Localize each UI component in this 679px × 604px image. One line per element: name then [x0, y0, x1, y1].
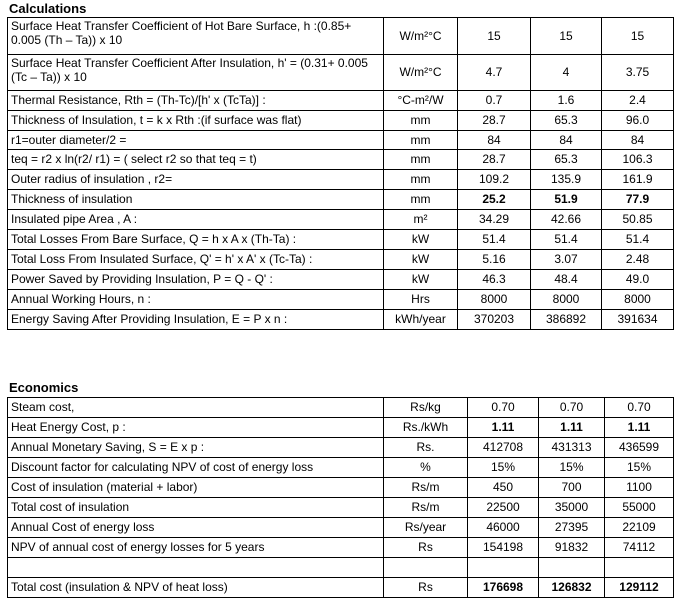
row-value-2: 51.9	[531, 190, 602, 210]
row-value-2: 8000	[531, 290, 602, 310]
row-value-3: 161.9	[602, 170, 674, 190]
row-unit: W/m²°C	[384, 55, 458, 91]
row-value-2: 4	[531, 55, 602, 91]
calc-row	[8, 170, 674, 190]
row-value-1: 34.29	[458, 210, 531, 230]
calc-row	[8, 270, 674, 290]
row-value-2: 15%	[539, 458, 605, 478]
row-label: Total Loss From Insulated Surface, Q' = h' x A' x (Tc-Ta) :	[8, 250, 384, 270]
row-unit	[384, 558, 468, 578]
econ-row	[8, 558, 674, 578]
row-label	[8, 558, 384, 578]
row-value-2: 1.11	[539, 418, 605, 438]
row-value-3: 74112	[605, 538, 674, 558]
row-label: r1=outer diameter/2 =	[8, 131, 384, 150]
row-value-1: 450	[468, 478, 539, 498]
row-value-2: 3.07	[531, 250, 602, 270]
row-unit: kW	[384, 230, 458, 250]
econ-row	[8, 518, 674, 538]
row-value-1: 370203	[458, 310, 531, 330]
row-value-3: 49.0	[602, 270, 674, 290]
calc-row	[8, 310, 674, 330]
row-value-1	[468, 558, 539, 578]
row-label: Steam cost,	[8, 398, 384, 418]
economics-table	[7, 397, 674, 598]
row-label: Heat Energy Cost, p :	[8, 418, 384, 438]
row-unit: Rs	[384, 578, 468, 598]
row-value-3: 50.85	[602, 210, 674, 230]
row-value-1: 412708	[468, 438, 539, 458]
row-value-3: 0.70	[605, 398, 674, 418]
row-unit: Hrs	[384, 290, 458, 310]
row-value-2: 35000	[539, 498, 605, 518]
row-value-3	[605, 558, 674, 578]
calculations-heading: Calculations	[9, 1, 87, 16]
row-label: Power Saved by Providing Insulation, P = Q - Q' :	[8, 270, 384, 290]
row-value-1: 176698	[468, 578, 539, 598]
econ-row	[8, 458, 674, 478]
row-unit: mm	[384, 111, 458, 131]
row-label: Surface Heat Transfer Coefficient of Hot Bare Surface, h :(0.85+ 0.005 (Th – Ta)) x 10	[8, 18, 384, 55]
row-value-3: 106.3	[602, 150, 674, 170]
row-value-1: 46000	[468, 518, 539, 538]
row-value-1: 154198	[468, 538, 539, 558]
row-value-1: 84	[458, 131, 531, 150]
economics-heading: Economics	[9, 380, 79, 395]
row-value-3: 15%	[605, 458, 674, 478]
row-value-2: 65.3	[531, 150, 602, 170]
row-value-2: 126832	[539, 578, 605, 598]
row-unit: Rs	[384, 538, 468, 558]
row-label: Outer radius of insulation , r2=	[8, 170, 384, 190]
row-value-1: 15%	[468, 458, 539, 478]
econ-row	[8, 398, 674, 418]
row-value-1: 0.7	[458, 91, 531, 111]
row-value-3: 2.48	[602, 250, 674, 270]
row-value-1: 109.2	[458, 170, 531, 190]
row-value-1: 28.7	[458, 150, 531, 170]
row-value-3: 22109	[605, 518, 674, 538]
row-unit: mm	[384, 190, 458, 210]
row-value-1: 22500	[468, 498, 539, 518]
row-value-2: 48.4	[531, 270, 602, 290]
row-label: Annual Monetary Saving, S = E x p :	[8, 438, 384, 458]
calc-row	[8, 91, 674, 111]
row-unit: mm	[384, 150, 458, 170]
econ-row	[8, 578, 674, 598]
calc-row	[8, 190, 674, 210]
row-unit: °C-m²/W	[384, 91, 458, 111]
calc-row	[8, 290, 674, 310]
row-value-1: 46.3	[458, 270, 531, 290]
row-unit: W/m²°C	[384, 18, 458, 55]
row-value-3: 1100	[605, 478, 674, 498]
row-value-2: 27395	[539, 518, 605, 538]
row-value-3: 1.11	[605, 418, 674, 438]
row-value-1: 4.7	[458, 55, 531, 91]
row-value-2: 51.4	[531, 230, 602, 250]
calculations-table	[7, 17, 674, 330]
row-value-3: 8000	[602, 290, 674, 310]
row-value-3: 3.75	[602, 55, 674, 91]
row-label: Energy Saving After Providing Insulation, E = P x n :	[8, 310, 384, 330]
econ-row	[8, 478, 674, 498]
econ-row	[8, 418, 674, 438]
row-unit: Rs./kWh	[384, 418, 468, 438]
row-label: Insulated pipe Area , A :	[8, 210, 384, 230]
row-value-3: 2.4	[602, 91, 674, 111]
row-value-3: 96.0	[602, 111, 674, 131]
row-label: Surface Heat Transfer Coefficient After Insulation, h' = (0.31+ 0.005 (Tc – Ta)) x 10	[8, 55, 384, 91]
row-value-2: 700	[539, 478, 605, 498]
row-label: Thickness of insulation	[8, 190, 384, 210]
row-value-1: 0.70	[468, 398, 539, 418]
calc-row	[8, 111, 674, 131]
row-label: Discount factor for calculating NPV of cost of energy loss	[8, 458, 384, 478]
row-unit: Rs.	[384, 438, 468, 458]
row-value-2: 65.3	[531, 111, 602, 131]
row-label: Annual Working Hours, n :	[8, 290, 384, 310]
row-unit: Rs/kg	[384, 398, 468, 418]
row-value-1: 25.2	[458, 190, 531, 210]
row-value-3: 51.4	[602, 230, 674, 250]
row-label: NPV of annual cost of energy losses for 5 years	[8, 538, 384, 558]
row-unit: Rs/m	[384, 498, 468, 518]
calc-row	[8, 18, 674, 55]
row-label: teq = r2 x ln(r2/ r1) = ( select r2 so that teq = t)	[8, 150, 384, 170]
calc-row	[8, 250, 674, 270]
row-unit: %	[384, 458, 468, 478]
row-label: Annual Cost of energy loss	[8, 518, 384, 538]
calc-row	[8, 131, 674, 150]
row-value-1: 51.4	[458, 230, 531, 250]
row-value-1: 28.7	[458, 111, 531, 131]
row-label: Cost of insulation (material + labor)	[8, 478, 384, 498]
row-value-2: 0.70	[539, 398, 605, 418]
row-label: Total cost (insulation & NPV of heat loss)	[8, 578, 384, 598]
row-unit: m²	[384, 210, 458, 230]
row-value-2: 386892	[531, 310, 602, 330]
row-unit: kW	[384, 270, 458, 290]
row-value-2: 42.66	[531, 210, 602, 230]
row-value-2: 135.9	[531, 170, 602, 190]
econ-row	[8, 438, 674, 458]
row-unit: Rs/m	[384, 478, 468, 498]
row-value-3: 436599	[605, 438, 674, 458]
row-unit: mm	[384, 170, 458, 190]
row-label: Total Losses From Bare Surface, Q = h x A x (Th-Ta) :	[8, 230, 384, 250]
row-unit: kW	[384, 250, 458, 270]
row-value-3: 55000	[605, 498, 674, 518]
row-value-1: 8000	[458, 290, 531, 310]
row-value-2: 431313	[539, 438, 605, 458]
row-label: Total cost of insulation	[8, 498, 384, 518]
row-value-3: 15	[602, 18, 674, 55]
row-label: Thickness of Insulation, t = k x Rth :(if surface was flat)	[8, 111, 384, 131]
econ-row	[8, 498, 674, 518]
row-value-2	[539, 558, 605, 578]
row-value-1: 5.16	[458, 250, 531, 270]
calc-row	[8, 230, 674, 250]
row-value-2: 15	[531, 18, 602, 55]
row-value-3: 77.9	[602, 190, 674, 210]
row-value-2: 91832	[539, 538, 605, 558]
calc-row	[8, 150, 674, 170]
row-value-3: 84	[602, 131, 674, 150]
row-value-1: 1.11	[468, 418, 539, 438]
row-unit: Rs/year	[384, 518, 468, 538]
row-unit: kWh/year	[384, 310, 458, 330]
row-value-1: 15	[458, 18, 531, 55]
calc-row	[8, 55, 674, 91]
calc-row	[8, 210, 674, 230]
row-label: Thermal Resistance, Rth = (Th-Tc)/[h' x (TcTa)] :	[8, 91, 384, 111]
row-value-3: 129112	[605, 578, 674, 598]
row-unit: mm	[384, 131, 458, 150]
row-value-2: 1.6	[531, 91, 602, 111]
row-value-2: 84	[531, 131, 602, 150]
econ-row	[8, 538, 674, 558]
row-value-3: 391634	[602, 310, 674, 330]
